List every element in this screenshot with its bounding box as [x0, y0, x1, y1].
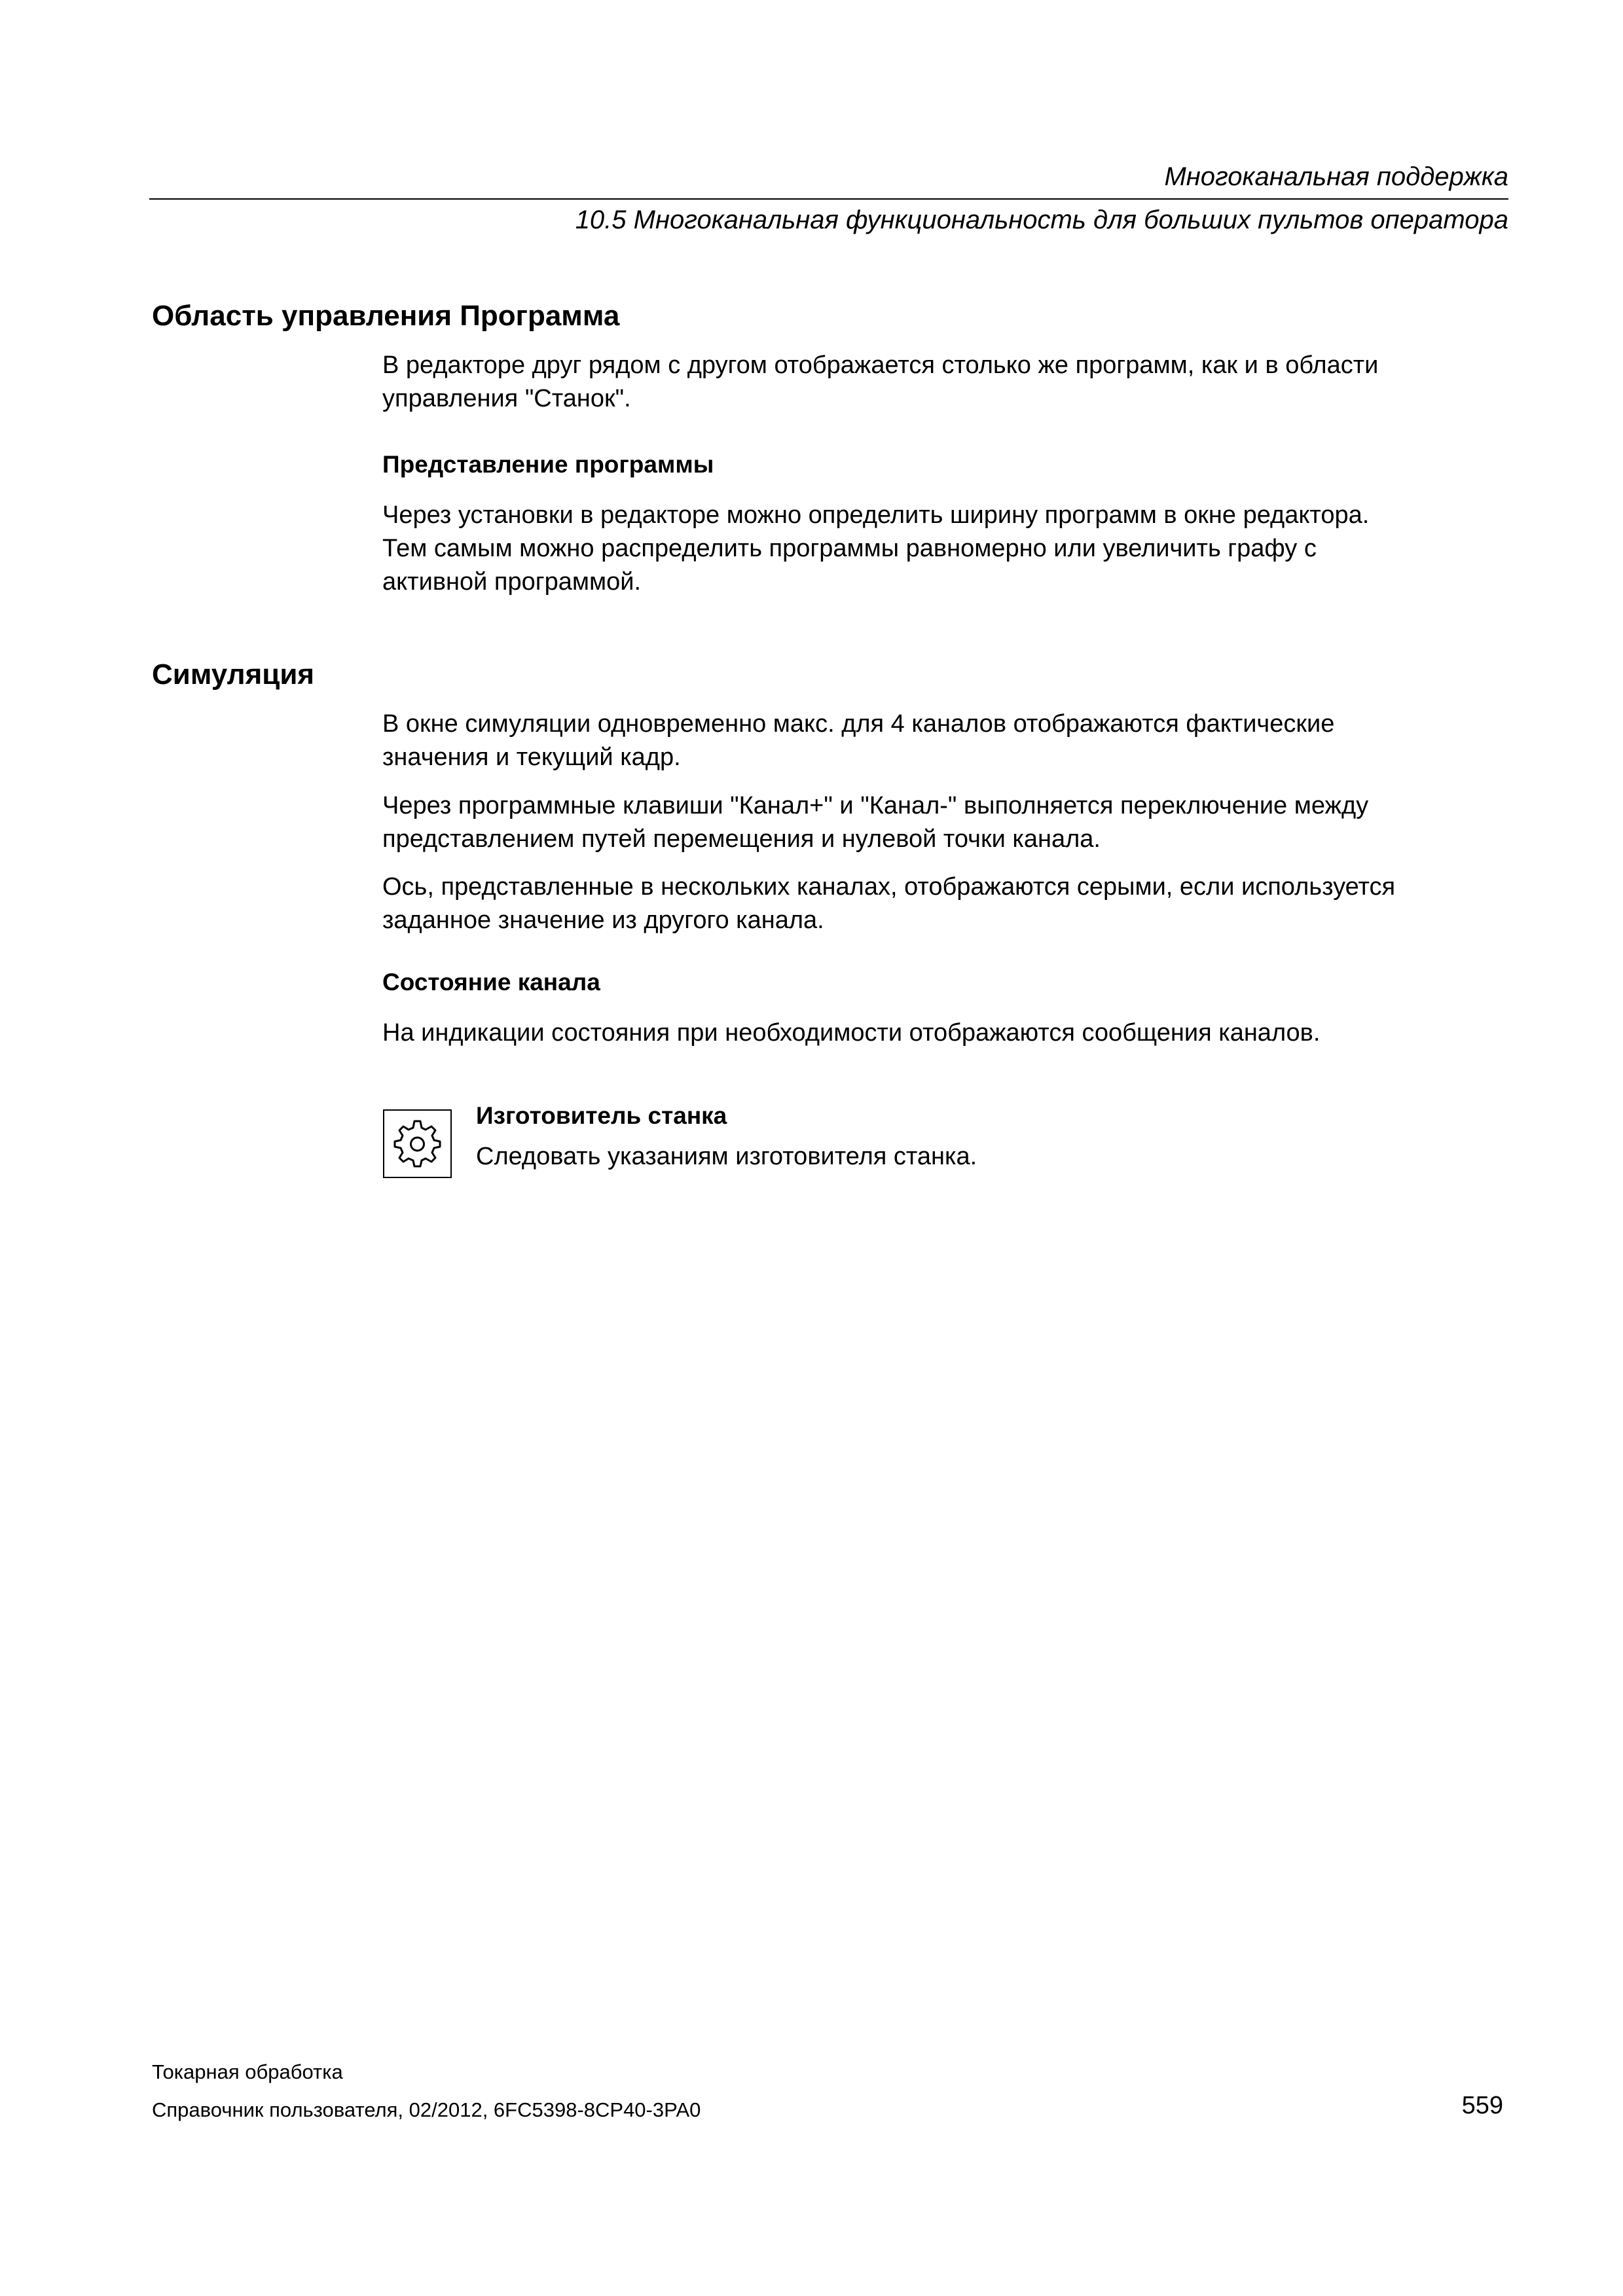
paragraph-program-view — [382, 499, 1508, 599]
paragraph-simulation-2 — [382, 789, 1508, 856]
gear-icon — [384, 1111, 450, 1177]
machine-manufacturer-title: Изготовитель станка — [476, 1102, 727, 1129]
paragraph-channel-status — [382, 1016, 1508, 1050]
header-divider — [149, 198, 1508, 200]
text-line: В редакторе друг рядом с другом отображается столько же программ, как и в области — [382, 351, 1379, 379]
subsection-heading-program-view: Представление программы — [382, 451, 714, 478]
running-header-section: 10.5 Многоканальная функциональность для больших пультов оператора — [575, 206, 1508, 234]
section-heading-simulation: Симуляция — [152, 658, 315, 691]
running-header-chapter: Многоканальная поддержка — [1164, 162, 1508, 191]
text-line: На индикации состояния при необходимости отображаются сообщения каналов. — [382, 1019, 1321, 1047]
text-line: Через установки в редакторе можно определить ширину программ в окне редактора. — [382, 501, 1370, 529]
text-line: заданное значение из другого канала. — [382, 906, 824, 934]
text-line: Через программные клавиши "Канал+" и "Канал-" выполняется переключение между — [382, 792, 1369, 819]
footer-document-reference: Справочник пользователя, 02/2012, 6FC5398-8CP40-3PA0 — [152, 2098, 701, 2121]
machine-manufacturer-text: Следовать указаниям изготовителя станка. — [476, 1143, 977, 1170]
footer-document-title: Токарная обработка — [152, 2060, 343, 2083]
section-heading-program-area: Область управления Программа — [152, 300, 620, 332]
text-line: Ось, представленные в нескольких каналах, отображаются серыми, если используется — [382, 873, 1396, 901]
machine-manufacturer-icon-frame — [383, 1109, 452, 1178]
text-line: управления "Станок". — [382, 385, 631, 412]
subsection-heading-channel-status: Состояние канала — [382, 969, 600, 996]
text-line: значения и текущий кадр. — [382, 744, 681, 771]
page-number: 559 — [1461, 2092, 1503, 2119]
text-line: Тем самым можно распределить программы равномерно или увеличить графу с — [382, 535, 1317, 562]
paragraph-simulation-3 — [382, 870, 1508, 937]
text-line: активной программой. — [382, 568, 642, 596]
text-line: В окне симуляции одновременно макс. для 4 каналов отображаются фактические — [382, 710, 1335, 738]
paragraph-simulation-1 — [382, 708, 1508, 774]
paragraph-program-area-intro — [382, 349, 1508, 416]
text-line: представлением путей перемещения и нулевой точки канала. — [382, 825, 1101, 853]
